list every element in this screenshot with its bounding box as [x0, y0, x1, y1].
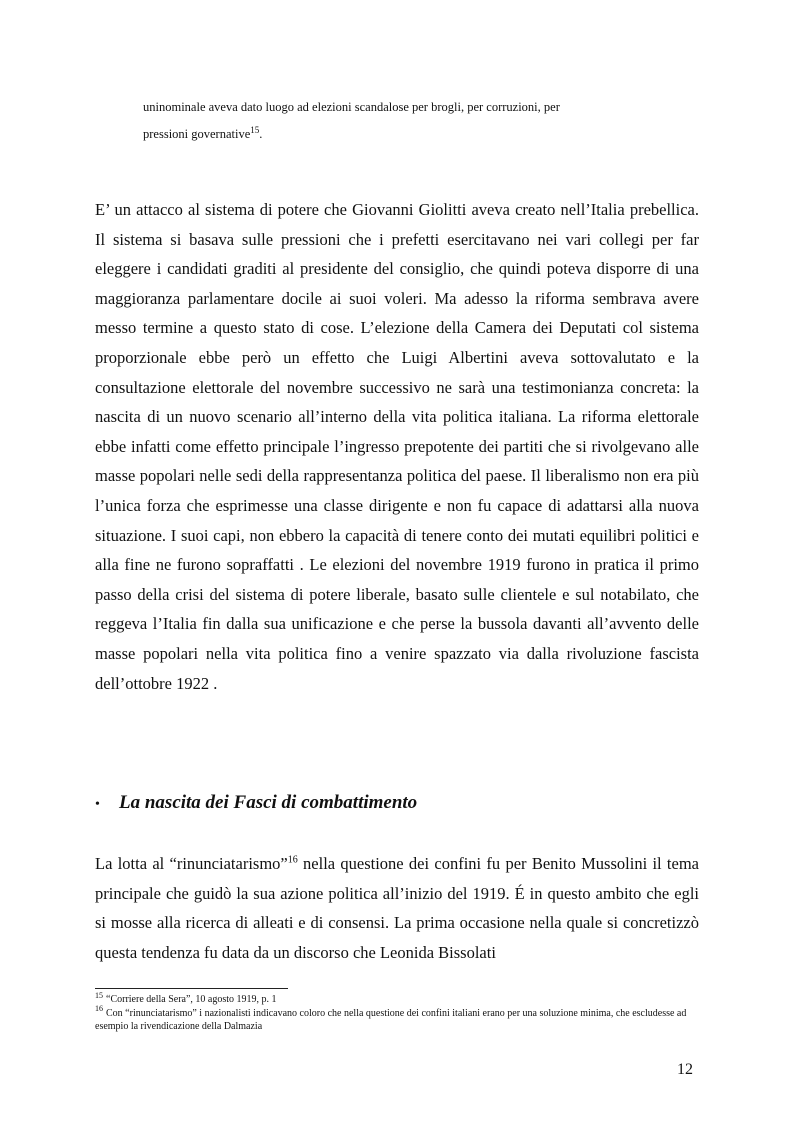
footnote-ref[interactable]: 16: [287, 854, 298, 866]
paragraph-text: [95, 849, 699, 967]
paragraph-text: E’ un attacco al sistema di potere che Giovanni Giolitti aveva creato nell’Italia prebellica. Il sistema si basava sulle pressioni che i prefetti esercitavano nei vari collegi per far eleggere i candidati graditi al presidente del consiglio, che quindi poteva disporre di una maggioranza parlamentare docile ai suoi voleri. Ma adesso la riforma sembrava avere messo termine a questo stato di cose. L’elezione della Camera dei Deputati col sistema proporzionale ebbe però un effetto che Luigi Albertini aveva sottovalutato e la consultazione elettorale del novembre successivo ne sarà una testimonianza concreta: la nascita di un nuovo scenario all’interno della vita politica italiana. La riforma elettorale ebbe infatti come effetto principale l’ingresso prepotente dei partiti che si rivolgevano alle masse popolari nelle sedi della rappresentanza politica del paese. Il liberalismo non era più l’unica forza che esprimesse una classe dirigente e non fu capace di adattarsi alla nuova situazione. I suoi capi, non ebbero la capacità di tenere conto dei mutati equilibri politici e alla fine ne furono sopraffatti . Le elezioni del novembre 1919 furono in pratica il primo passo della crisi del sistema di potere liberale, basato sulle clientele e sul notabilato, che reggeva l’Italia fin dalla sua unificazione e che perse la bussola davanti all’avvento delle masse popolari nella vita politica fino a venire spazzato via dalla rivoluzione fascista dell’ottobre 1922 .: [95, 200, 699, 693]
section-heading-text: La nascita dei Fasci di combattimento: [119, 792, 418, 813]
footnote-number: 15: [95, 990, 103, 1000]
footnote: [95, 990, 699, 1007]
quote-line: [143, 121, 703, 148]
quote-line: uninominale aveva dato luogo ad elezioni scandalose per brogli, per corruzioni, per: [143, 100, 560, 114]
footnotes: [95, 990, 699, 1034]
footnote-number: 16: [95, 1004, 103, 1014]
bullet-icon: •: [95, 797, 100, 812]
block-quote: [143, 94, 703, 148]
footnote-ref[interactable]: 15: [250, 124, 260, 135]
quote-line-end: .: [259, 127, 263, 141]
body-paragraph: [95, 849, 699, 967]
section-heading: [95, 788, 699, 820]
footnote-text: “Corriere della Sera”, 10 agosto 1919, p. 1: [106, 994, 277, 1005]
paragraph-text-part: nella questione dei confini fu per Benito Mussolini il tema principale che guidò la sua azione politica all’inizio del 1919. É in questo ambito che egli si mosse alla ricerca di alleati e di consensi. La prima occasione nella quale si concretizzò questa tendenza fu data da un discorso che Leonida Bissolati: [95, 854, 699, 962]
page-number: 12: [677, 1061, 693, 1078]
body-paragraph: [95, 195, 699, 698]
footnote-divider: [95, 988, 288, 989]
quote-line-text: pressioni governative: [143, 127, 251, 141]
footnote: [95, 1004, 699, 1034]
paragraph-text-part: La lotta al “rinunciatarismo”: [95, 854, 288, 873]
footnote-text: Con “rinunciatarismo” i nazionalisti indicavano coloro che nella questione dei confini italiani erano per una soluzione minima, che escludesse ad esempio la rivendicazione della Dalmazia: [95, 1007, 687, 1032]
